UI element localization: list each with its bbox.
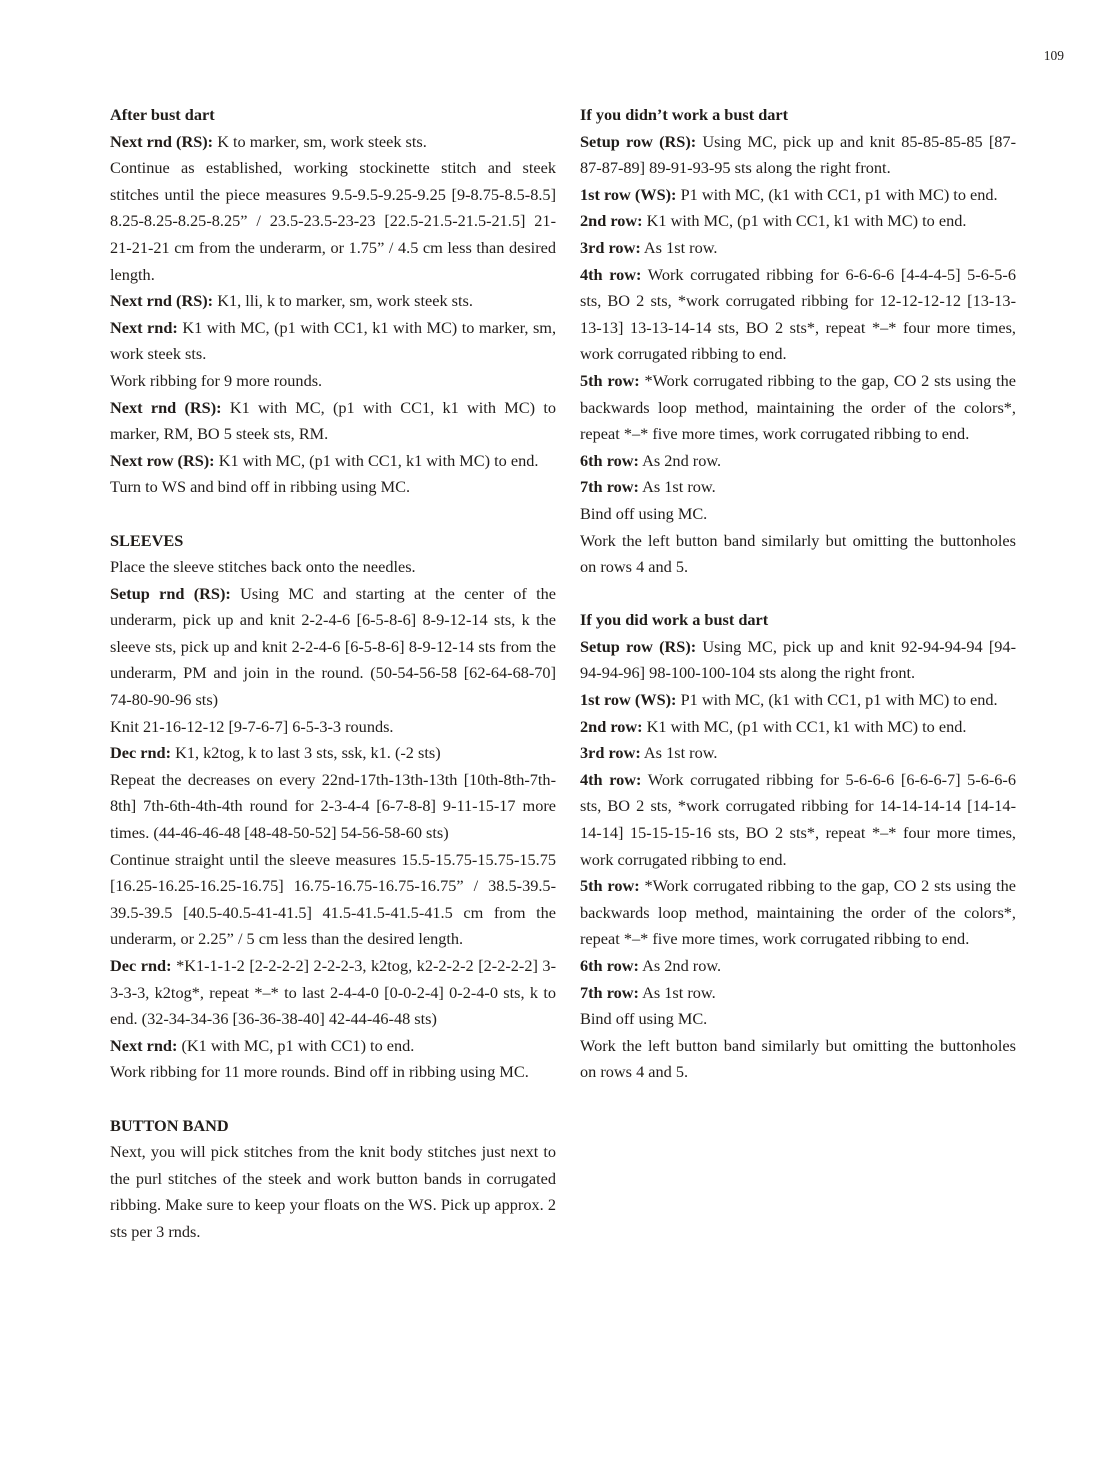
paragraph-text: K1, lli, k to marker, sm, work steek sts. [217, 291, 473, 311]
pattern-paragraph [580, 235, 1016, 262]
left-column [110, 102, 556, 1246]
paragraph-lead: 4th row: [580, 264, 642, 284]
right-column [580, 102, 1016, 1246]
pattern-paragraph [110, 288, 556, 315]
paragraph-text: Work the left button band similarly but omitting the buttonholes on rows 4 and 5. [580, 1035, 1016, 1082]
section-heading: SLEEVES [110, 530, 184, 550]
paragraph-lead: 1st row (WS): [580, 690, 677, 710]
paragraph-lead: 1st row (WS): [580, 184, 677, 204]
pattern-section [110, 528, 556, 1086]
paragraph-lead: Setup rnd (RS): [110, 583, 231, 603]
pattern-paragraph [110, 1033, 556, 1060]
pattern-paragraph [110, 953, 556, 1033]
pattern-paragraph [580, 980, 1016, 1007]
paragraph-lead: 7th row: [580, 477, 639, 497]
pattern-paragraph [110, 474, 556, 501]
paragraph-lead: Dec rnd: [110, 743, 172, 763]
paragraph-text: Continue as established, working stockinette stitch and steek stitches until the piece measures 9.5-9.5-9.25-9.25 [9-8.75-8.5-8.5] 8.25-8.25-8.25-8.25” / 23.5-23.5-23-23 [22.5-21.5-21.5-21.5] 21-21-21-21 cm from the underarm, or 1.75” / 4.5 cm less than desired length. [110, 158, 556, 284]
pattern-paragraph [580, 634, 1016, 687]
paragraph-text: As 1st row. [642, 982, 716, 1002]
paragraph-lead: Next rnd: [110, 1035, 178, 1055]
paragraph-text: K1 with MC, (p1 with CC1, k1 with MC) to end. [646, 716, 967, 736]
paragraph-lead: Dec rnd: [110, 956, 172, 975]
paragraph-text: *Work corrugated ribbing to the gap, CO 2 sts using the backwards loop method, maintaining the order of the colors*, repeat *–* five more times, work corrugated ribbing to end. [580, 370, 1016, 444]
paragraph-text: (K1 with MC, p1 with CC1) to end. [181, 1035, 415, 1055]
paragraph-lead: 2nd row: [580, 716, 643, 736]
section-heading: If you did work a bust dart [580, 610, 769, 630]
pattern-section [580, 102, 1016, 581]
paragraph-text: Using MC, pick up and knit 85-85-85-85 [87-87-87-89] 89-91-93-95 sts along the right front. [580, 131, 1016, 178]
paragraph-lead: Next rnd (RS): [110, 291, 214, 311]
pattern-paragraph [580, 368, 1016, 448]
pattern-paragraph [580, 714, 1016, 741]
section-heading: BUTTON BAND [110, 1115, 229, 1135]
pattern-paragraph [580, 953, 1016, 980]
paragraph-text: Work corrugated ribbing for 5-6-6-6 [6-6-6-7] 5-6-6-6 sts, BO 2 sts, *work corrugated ribbing for 14-14-14-14 [14-14-14-14] 15-15-15-16 sts, BO 2 sts*, repeat *–* four more times, work corrugated ribbing to end. [580, 769, 1016, 869]
paragraph-lead: 3rd row: [580, 237, 641, 257]
paragraph-lead: 2nd row: [580, 211, 643, 231]
pattern-paragraph [580, 740, 1016, 767]
paragraph-text: Next, you will pick stitches from the knit body stitches just next to the purl stitches of the steek and work button bands in corrugated ribbing. Make sure to keep your floats on the WS. Pick up approx. 2 sts per 3 rnds. [110, 1142, 556, 1241]
pattern-paragraph [580, 1006, 1016, 1033]
paragraph-lead: 3rd row: [580, 743, 641, 763]
paragraph-text: Work ribbing for 9 more rounds. [110, 370, 323, 390]
paragraph-lead: 5th row: [580, 370, 640, 390]
pattern-paragraph [110, 767, 556, 847]
paragraph-text: As 1st row. [643, 743, 718, 763]
pattern-paragraph [110, 554, 556, 581]
paragraph-text: K1, k2tog, k to last 3 sts, ssk, k1. (-2 sts) [175, 743, 441, 763]
paragraph-lead: Next row (RS): [110, 450, 215, 470]
pattern-paragraph [110, 581, 556, 714]
paragraph-text: K1 with MC, (p1 with CC1, k1 with MC) to end. [218, 450, 539, 470]
pattern-paragraph [580, 448, 1016, 475]
paragraph-lead: 6th row: [580, 956, 639, 975]
paragraph-lead: Next rnd (RS): [110, 131, 214, 151]
pattern-paragraph [110, 1059, 556, 1086]
pattern-paragraph [580, 501, 1016, 528]
pattern-paragraph [110, 129, 556, 156]
pattern-paragraph [580, 262, 1016, 368]
paragraph-text: Continue straight until the sleeve measures 15.5-15.75-15.75-15.75 [16.25-16.25-16.25-16.75] 16.75-16.75-16.75-16.75” / 38.5-39.5-39.5-39.5 [40.5-40.5-41-41.5] 41.5-41.5-41.5-41.5 cm from the underarm, or 2.25” / 5 cm less than the desired length. [110, 849, 556, 949]
paragraph-lead: 4th row: [580, 769, 642, 789]
pattern-paragraph [110, 395, 556, 448]
paragraph-text: As 1st row. [643, 237, 718, 257]
paragraph-text: Using MC, pick up and knit 92-94-94-94 [94-94-94-96] 98-100-100-104 sts along the right front. [580, 636, 1016, 683]
pattern-paragraph [580, 129, 1016, 182]
paragraph-text: As 2nd row. [642, 450, 722, 470]
pattern-paragraph [580, 767, 1016, 873]
section-heading: After bust dart [110, 105, 215, 124]
paragraph-text: As 1st row. [642, 477, 716, 497]
paragraph-text: P1 with MC, (k1 with CC1, p1 with MC) to end. [680, 184, 998, 204]
paragraph-text: Knit 21-16-12-12 [9-7-6-7] 6-5-3-3 rounds. [110, 716, 394, 736]
paragraph-text: K1 with MC, (p1 with CC1, k1 with MC) to marker, sm, work steek sts. [110, 317, 557, 364]
pattern-paragraph [110, 1139, 556, 1245]
pattern-paragraph [110, 847, 556, 953]
paragraph-text: Repeat the decreases on every 22nd-17th-13th-13th [10th-8th-7th-8th] 7th-6th-4th-4th round for 2-3-4-4 [6-7-8-8] 9-11-15-17 more times. (44-46-46-48 [48-48-50-52] 54-56-58-60 sts) [110, 769, 556, 843]
pattern-paragraph [580, 687, 1016, 714]
paragraph-text: *K1-1-1-2 [2-2-2-2] 2-2-2-3, k2tog, k2-2-2-2 [2-2-2-2] 3-3-3-3, k2tog*, repeat *–* to last 2-4-4-0 [0-0-2-4] 0-2-4-0 sts, k to end. (32-34-34-36 [36-36-38-40] 42-44-46-48 sts) [110, 956, 556, 1029]
pattern-paragraph [580, 873, 1016, 953]
paragraph-text: Bind off using MC. [580, 1009, 708, 1029]
paragraph-text: P1 with MC, (k1 with CC1, p1 with MC) to end. [680, 690, 998, 710]
paragraph-text: As 2nd row. [642, 956, 722, 975]
pattern-paragraph [110, 448, 556, 475]
paragraph-text: K1 with MC, (p1 with CC1, k1 with MC) to end. [646, 211, 967, 231]
pattern-paragraph [580, 1033, 1016, 1086]
paragraph-lead: 5th row: [580, 876, 640, 896]
paragraph-lead: Setup row (RS): [580, 131, 697, 151]
pattern-paragraph [580, 208, 1016, 235]
paragraph-text: K1 with MC, (p1 with CC1, k1 with MC) to marker, RM, BO 5 steek sts, RM. [110, 397, 556, 444]
pattern-paragraph [580, 182, 1016, 209]
pattern-paragraph [580, 528, 1016, 581]
paragraph-text: Work the left button band similarly but omitting the buttonholes on rows 4 and 5. [580, 530, 1016, 577]
pattern-paragraph [110, 155, 556, 288]
paragraph-text: Bind off using MC. [580, 503, 708, 523]
pattern-paragraph [110, 740, 556, 767]
pattern-paragraph [110, 368, 556, 395]
pattern-paragraph [110, 714, 556, 741]
paragraph-lead: 7th row: [580, 982, 639, 1002]
paragraph-text: Place the sleeve stitches back onto the needles. [110, 557, 416, 577]
pattern-paragraph [110, 315, 556, 368]
paragraph-text: *Work corrugated ribbing to the gap, CO 2 sts using the backwards loop method, maintaining the order of the colors*, repeat *–* five more times, work corrugated ribbing to end. [580, 876, 1016, 949]
paragraph-lead: Setup row (RS): [580, 636, 697, 656]
paragraph-text: Work corrugated ribbing for 6-6-6-6 [4-4-4-5] 5-6-5-6 sts, BO 2 sts, *work corrugated ribbing for 12-12-12-12 [13-13-13-13] 13-13-14-14 sts, BO 2 sts*, repeat *–* four more times, work corrugated ribbing to end. [580, 264, 1016, 364]
paragraph-lead: 6th row: [580, 450, 639, 470]
paragraph-text: Using MC and starting at the center of the underarm, pick up and knit 2-2-4-6 [6-5-8-6] 8-9-12-14 sts, k the sleeve sts, pick up and knit 2-2-4-6 [6-5-8-6] 8-9-12-14 sts from the underarm, PM and join in the round. (50-54-56-58 [62-64-68-70] 74-80-90-96 sts) [110, 583, 557, 710]
paragraph-lead: Next rnd (RS): [110, 397, 222, 417]
page-number: 109 [1043, 48, 1064, 63]
pattern-section [110, 1113, 556, 1246]
paragraph-lead: Next rnd: [110, 317, 178, 337]
section-heading: If you didn’t work a bust dart [580, 105, 789, 124]
paragraph-text: Turn to WS and bind off in ribbing using MC. [110, 477, 411, 497]
pattern-paragraph [580, 474, 1016, 501]
paragraph-text: Work ribbing for 11 more rounds. Bind off in ribbing using MC. [110, 1062, 529, 1082]
paragraph-text: K to marker, sm, work steek sts. [217, 131, 427, 151]
pattern-section [110, 102, 556, 501]
pattern-section [580, 607, 1016, 1086]
